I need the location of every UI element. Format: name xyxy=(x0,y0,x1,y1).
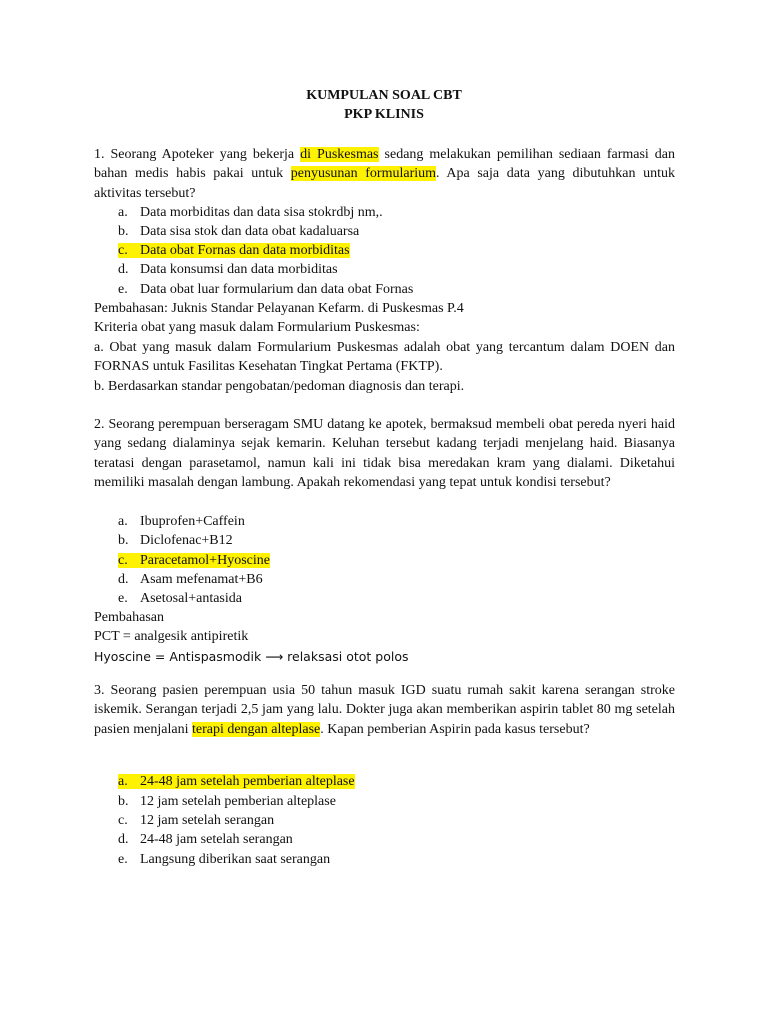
option-label: e. xyxy=(118,591,128,606)
option-text: Langsung diberikan saat serangan xyxy=(140,852,331,867)
question-1-option-d xyxy=(118,260,338,279)
question-1-option-b xyxy=(118,222,359,241)
option-label: c. xyxy=(118,813,128,828)
question-1-option-c xyxy=(118,241,350,260)
option-label: c. xyxy=(118,243,128,258)
question-2-explanation-hyoscine: Hyoscine = Antispasmodik ⟶ relaksasi otot polos xyxy=(94,649,409,664)
highlight-puskesmas: di Puskesmas xyxy=(300,147,379,162)
question-2-option-b xyxy=(118,531,233,550)
option-text: Data obat luar formularium dan data obat Fornas xyxy=(140,282,414,297)
question-1-explanation-point-a: a. Obat yang masuk dalam Formularium Puskesmas adalah obat yang tercantum dalam DOEN dan FORNAS untuk Fasilitas Kesehatan Tingkat Pertama (FKTP). xyxy=(94,340,675,375)
question-1-text: sedang melakukan pemilihan sediaan farmasi dan bahan medis habis pakai untuk xyxy=(94,147,676,182)
question-3-option-e xyxy=(118,850,330,869)
question-1-text: . Apa saja data yang dibutuhkan untuk aktivitas tersebut? xyxy=(94,166,675,201)
option-text: Paracetamol+Hyoscine xyxy=(140,553,270,568)
question-2-stem: 2. Seorang perempuan berseragam SMU datang ke apotek, bermaksud membeli obat pereda nyeri haid yang sedang dialaminya sejak kemarin. Keluhan tersebut kadang terjadi menjelang haid. Biasanya teratasi dengan parasetamol, namun kali ini tidak bisa meredakan kram yang dialami. Diketahui memiliki masalah dengan lambung. Apakah rekomendasi yang tepat untuk kondisi tersebut? xyxy=(94,417,675,491)
option-text: Data konsumsi dan data morbiditas xyxy=(140,262,338,277)
question-1-option-a xyxy=(118,203,383,222)
question-2-option-c xyxy=(118,551,270,570)
question-1-stem xyxy=(94,145,675,203)
option-text: Asetosal+antasida xyxy=(140,591,242,606)
question-2-option-a xyxy=(118,512,245,531)
option-label: a. xyxy=(118,205,128,220)
option-text: 12 jam setelah pemberian alteplase xyxy=(140,794,336,809)
option-label: b. xyxy=(118,224,129,239)
question-3-stem xyxy=(94,681,675,739)
question-3-option-a xyxy=(118,772,355,791)
option-label: e. xyxy=(118,282,128,297)
question-1-explanation-source: Pembahasan: Juknis Standar Pelayanan Kefarm. di Puskesmas P.4 xyxy=(94,301,464,316)
option-text: Diclofenac+B12 xyxy=(140,533,233,548)
question-3-text: 3. Seorang pasien perempuan usia 50 tahun masuk IGD suatu rumah sakit karena serangan stroke iskemik. Serangan terjadi 2,5 jam yang lalu. Dokter juga akan memberikan aspirin tablet 80 mg setelah pasien menjalani xyxy=(94,683,675,737)
option-text: Asam mefenamat+B6 xyxy=(140,572,263,587)
question-3-option-c xyxy=(118,811,274,830)
option-label: d. xyxy=(118,572,129,587)
option-text: Ibuprofen+Caffein xyxy=(140,514,245,529)
question-1-explanation-heading: Kriteria obat yang masuk dalam Formularium Puskesmas: xyxy=(94,320,420,335)
question-2-option-e xyxy=(118,589,242,608)
option-label: b. xyxy=(118,533,129,548)
option-label: a. xyxy=(118,774,128,789)
option-label: d. xyxy=(118,832,129,847)
highlight-alteplase: terapi dengan alteplase xyxy=(191,721,321,737)
question-2-explanation-heading: Pembahasan xyxy=(94,610,164,625)
option-text: 12 jam setelah serangan xyxy=(140,813,275,828)
option-label: d. xyxy=(118,262,129,277)
option-text: 24-48 jam setelah pemberian alteplase xyxy=(140,774,355,789)
question-1-explanation-point-b: b. Berdasarkan standar pengobatan/pedoman diagnosis dan terapi. xyxy=(94,379,465,394)
option-label: e. xyxy=(118,852,128,867)
option-label: c. xyxy=(118,553,128,568)
option-label: b. xyxy=(118,794,129,809)
highlight-formularium: penyusunan formularium xyxy=(290,166,437,182)
question-3-option-d xyxy=(118,830,293,849)
document-title: KUMPULAN SOAL CBT xyxy=(306,88,462,103)
option-text: 24-48 jam setelah serangan xyxy=(140,832,293,847)
option-text: Data morbiditas dan data sisa stokrdbj nm,. xyxy=(140,205,383,220)
option-text: Data obat Fornas dan data morbiditas xyxy=(140,243,350,258)
question-3-option-b xyxy=(118,792,336,811)
question-1-text: 1. Seorang Apoteker yang bekerja xyxy=(94,147,295,162)
option-text: Data sisa stok dan data obat kadaluarsa xyxy=(140,224,360,239)
question-2-option-d xyxy=(118,570,263,589)
question-3-text: . Kapan pemberian Aspirin pada kasus tersebut? xyxy=(320,721,590,737)
document-subtitle: PKP KLINIS xyxy=(344,107,424,122)
question-1-option-e xyxy=(118,280,413,299)
option-label: a. xyxy=(118,514,128,529)
question-2-explanation-pct: PCT = analgesik antipiretik xyxy=(94,629,249,644)
